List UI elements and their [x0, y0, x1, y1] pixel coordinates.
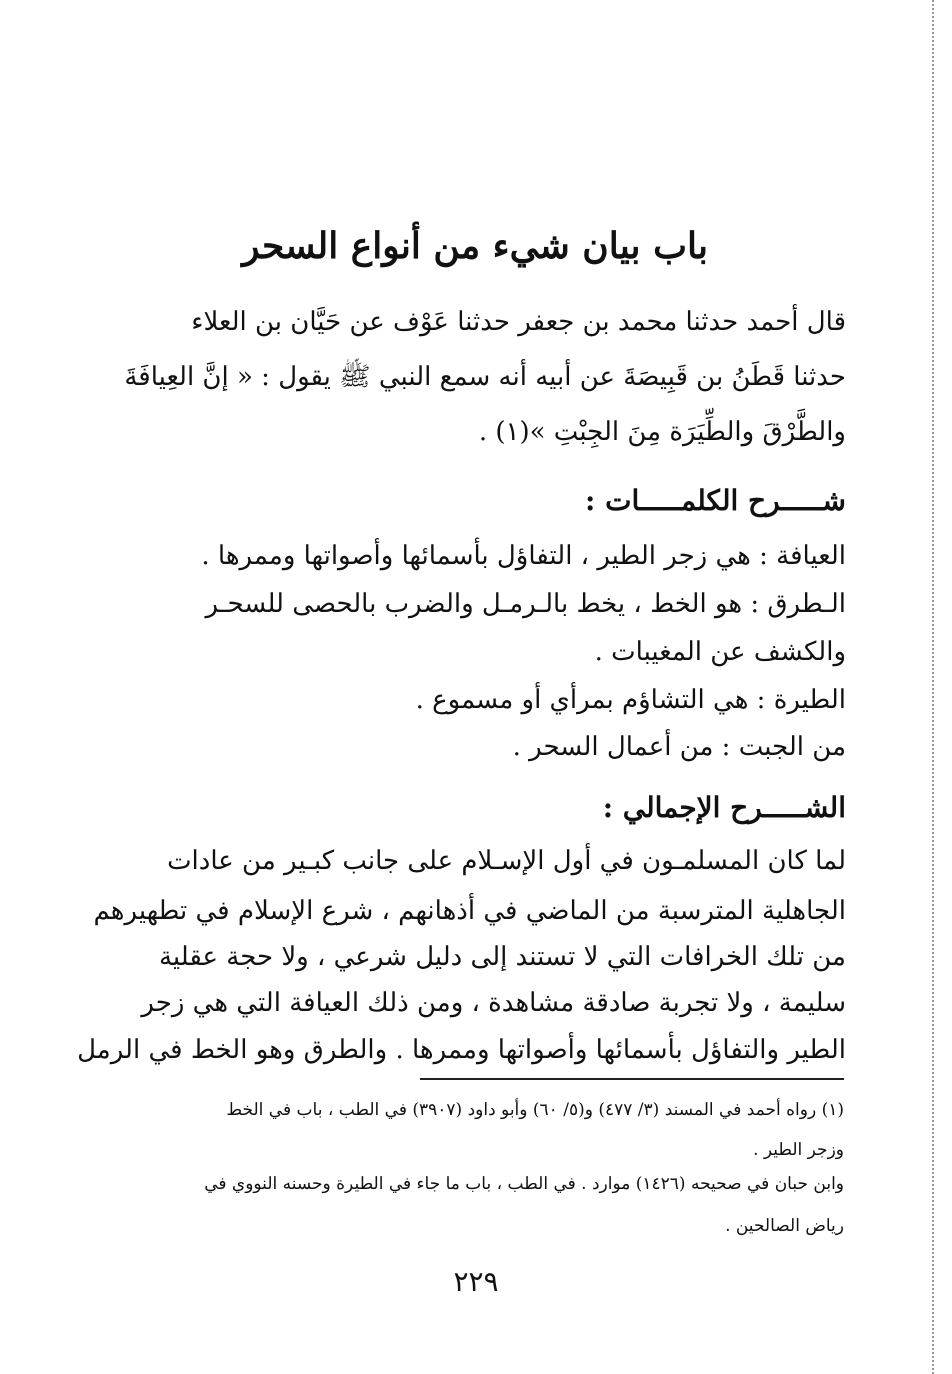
footnote-line: رياض الصالحين .: [725, 1216, 844, 1236]
page-edge-dotted-border: [932, 0, 934, 1374]
footnote-separator: [420, 1078, 844, 1080]
vocab-heading: شـــــرح الكلمـــــات :: [585, 484, 846, 517]
page-number: ٢٢٩: [453, 1265, 499, 1298]
footnote-line: وابن حبان في صحيحه (١٤٢٦) موارد . في الطب ، باب ما جاء في الطيرة وحسنه النووي في: [204, 1174, 844, 1194]
vocab-line: من الجبت : من أعمال السحر .: [512, 732, 846, 762]
vocab-line: الطيرة : هي التشاؤم بمرأي أو مسموع .: [415, 685, 846, 715]
body-paragraph-line: الجاهلية المترسبة من الماضي في أذهانهم ، شرع الإسلام في تطهيرهم: [93, 896, 846, 926]
chapter-title: باب بيان شيء من أنواع السحر: [242, 225, 708, 267]
vocab-line: العيافة : هي زجر الطير ، التفاؤل بأسمائها وأصواتها وممرها .: [201, 541, 846, 571]
body-paragraph-line: لما كان المسلمـون في أول الإسـلام على جانب كبـير من عادات: [167, 846, 846, 876]
footnote-line: (١) رواه أحمد في المسند (٣/ ٤٧٧) و(٥/ ٦٠) وأبو داود (٣٩٠٧) في الطب ، باب في الخط: [226, 1100, 844, 1120]
footnote-line: وزجر الطير .: [753, 1140, 844, 1160]
vocab-line: والكشف عن المغيبات .: [594, 637, 846, 667]
body-paragraph-line: الطير والتفاؤل بأسمائها وأصواتها وممرها . والطرق وهو الخط في الرمل: [77, 1035, 846, 1065]
hadith-line: قال أحمد حدثنا محمد بن جعفر حدثنا عَوْف عن حَيَّان بن العلاء: [191, 307, 846, 337]
body-paragraph-line: سليمة ، ولا تجربة صادقة مشاهدة ، ومن ذلك العيافة التي هي زجر: [141, 988, 846, 1018]
general-explanation-heading: الشـــــرح الإجمالي :: [602, 791, 846, 824]
vocab-line: الـطرق : هو الخط ، يخط بالـرمـل والضرب بالحصى للسحـر: [205, 589, 846, 619]
hadith-line: والطَّرْقَ والطِّيَرَة مِنَ الجِبْتِ »(١) .: [478, 417, 846, 447]
body-paragraph-line: من تلك الخرافات التي لا تستند إلى دليل شرعي ، ولا حجة عقلية: [158, 942, 846, 972]
hadith-line: حدثنا قَطَنُ بن قَبِيصَةَ عن أبيه أنه سمع النبي ﷺ يقول : « إنَّ العِيافَةَ: [124, 362, 846, 392]
